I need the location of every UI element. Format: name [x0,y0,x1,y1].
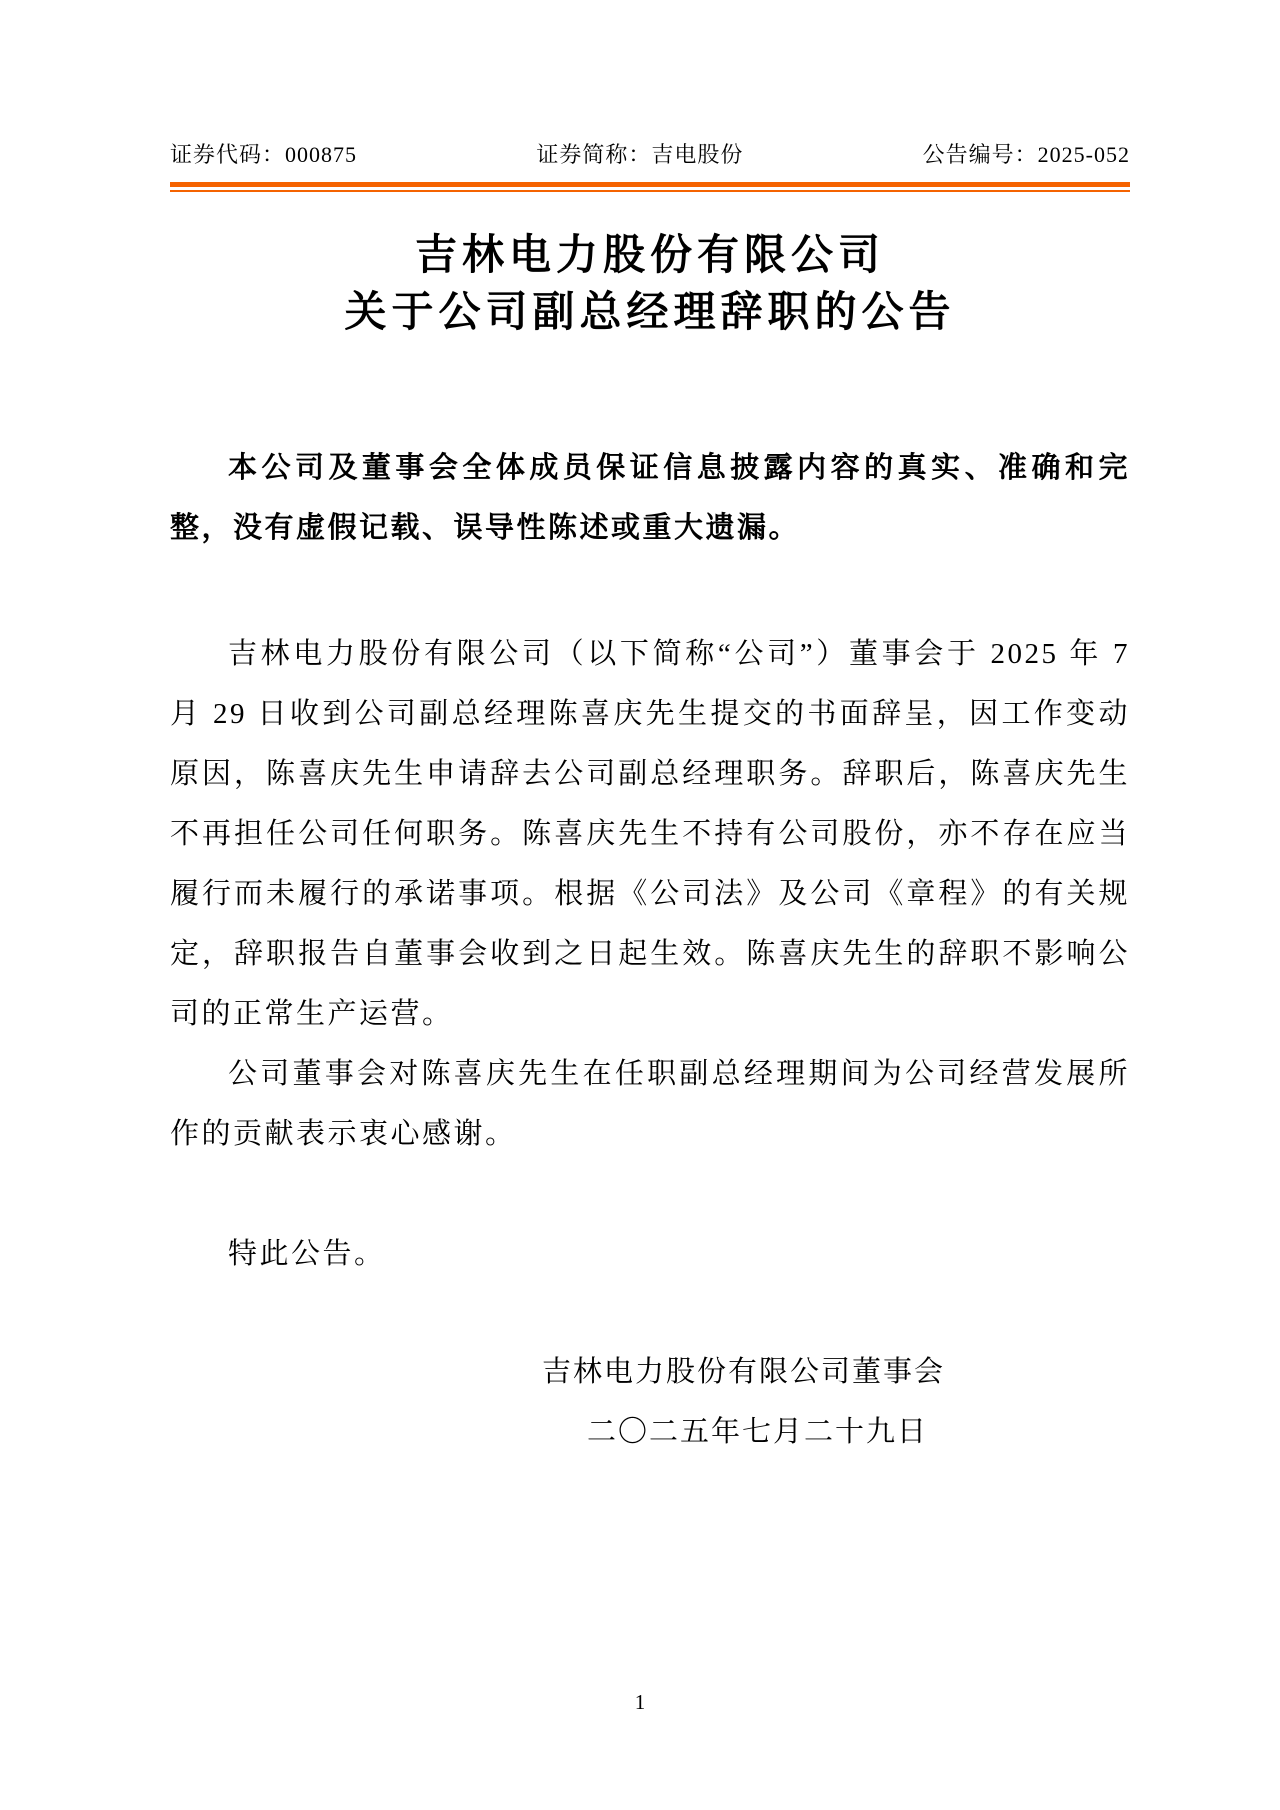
header-divider-thin-line [170,190,1130,192]
header-divider-thick-line [170,182,1130,187]
page-number: 1 [634,1690,646,1714]
disclaimer-paragraph: 本公司及董事会全体成员保证信息披露内容的真实、准确和完整，没有虚假记载、误导性陈述或重大遗漏。 [170,452,1130,544]
signature-company-line: 吉林电力股份有限公司董事会 [541,1356,945,1388]
body-paragraph-2: 公司董事会对陈喜庆先生在任职副总经理期间为公司经营发展所作的贡献表示衷心感谢。 [170,1058,1130,1150]
document-header [170,0,1130,169]
closing-statement: 特此公告。 [228,1238,386,1270]
signature-block [170,1342,1130,1462]
stock-code-text: 证券代码：000875 [170,142,358,167]
signature-date-line: 二〇二五年七月二十九日 [586,1416,928,1448]
announcement-number-text: 公告编号：2025-052 [922,142,1130,167]
stock-short-name-text: 证券简称：吉电股份 [536,142,744,167]
document-title-line2: 关于公司副总经理辞职的公告 [344,290,956,336]
document-title-line1: 吉林电力股份有限公司 [414,233,885,279]
body-paragraph-1: 吉林电力股份有限公司（以下简称“公司”）董事会于 2025 年 7 月 29 日收到公司副总经理陈喜庆先生提交的书面辞呈，因工作变动原因，陈喜庆先生申请辞去公司副总经理职务。辞职后，陈喜庆先生不再担任公司任何职务。陈喜庆先生不持有公司股份，亦不存在应当履行而未履行的承诺事项。根据《公司法》及公司《章程》的有关规定，辞职报告自董事会收到之日起生效。陈喜庆先生的辞职不影响公司的正常生产运营。 [170,638,1130,1030]
document-title [170,228,1130,342]
